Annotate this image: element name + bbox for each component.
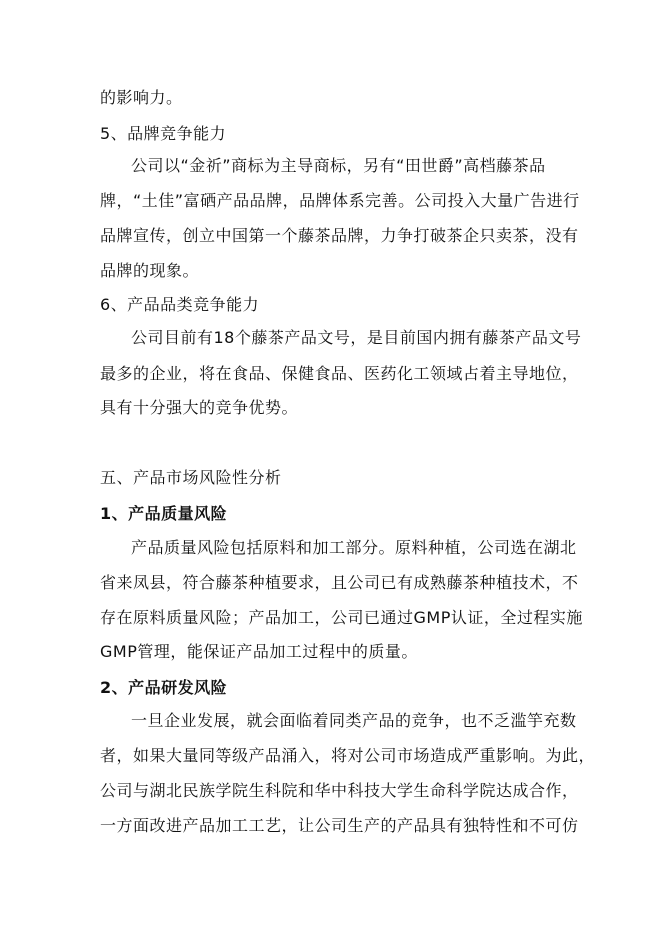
paragraph-line: 产品质量风险包括原料和加工部分。原料种植，公司选在湖北	[131, 538, 577, 557]
paragraph-line: 省来凤县，符合藤茶种植要求，且公司已有成熟藤茶种植技术，不	[100, 573, 579, 592]
paragraph-line: 一方面改进产品加工工艺，让公司生产的产品具有独特性和不可仿	[100, 816, 579, 835]
paragraph-line: 者，如果大量同等级产品涌入，将对公司市场造成严重影响。为此，	[100, 746, 596, 765]
paragraph-line: 公司以“金祈”商标为主导商标，另有“田世爵”高档藤茶品	[131, 156, 546, 175]
paragraph-line: 品牌宣传，创立中国第一个藤茶品牌，力争打破茶企只卖茶，没有	[100, 226, 579, 245]
paragraph-line: 的影响力。	[100, 88, 183, 107]
paragraph-line: 品牌的现象。	[100, 261, 200, 280]
subsection-heading: 2、产品研发风险	[100, 678, 228, 697]
chapter-heading: 五、产品市场风险性分析	[100, 468, 282, 487]
section-heading: 5、品牌竞争能力	[100, 124, 227, 143]
paragraph-line: 一旦企业发展，就会面临着同类产品的竞争，也不乏滥竽充数	[131, 711, 577, 730]
subsection-heading: 1、产品质量风险	[100, 504, 228, 523]
section-heading: 6、产品品类竞争能力	[100, 295, 260, 314]
paragraph-line: 公司目前有18个藤茶产品文号，是目前国内拥有藤茶产品文号	[131, 328, 582, 347]
paragraph-line: 最多的企业，将在食品、保健食品、医药化工领域占着主导地位，	[100, 364, 579, 383]
paragraph-line: 存在原料质量风险；产品加工，公司已通过GMP认证，全过程实施	[100, 608, 583, 627]
paragraph-line: GMP管理，能保证产品加工过程中的质量。	[100, 642, 418, 661]
paragraph-line: 牌，“土佳”富硒产品品牌，品牌体系完善。公司投入大量广告进行	[100, 191, 580, 210]
paragraph-line: 公司与湖北民族学院生科院和华中科技大学生命科学院达成合作，	[100, 781, 579, 800]
paragraph-line: 具有十分强大的竞争优势。	[100, 398, 299, 417]
